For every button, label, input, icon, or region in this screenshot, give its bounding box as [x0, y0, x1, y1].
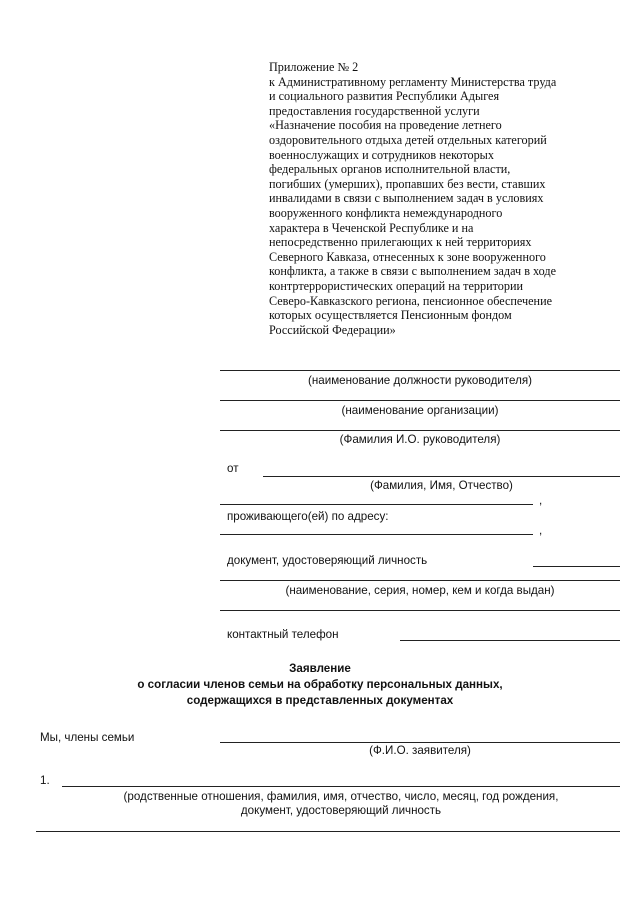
appendix-line: к Административному регламенту Министерства труда — [269, 74, 557, 89]
title-line: Заявление — [289, 662, 351, 675]
phone-label: контактный телефон — [227, 628, 339, 641]
from-label: от — [227, 462, 239, 475]
appendix-header — [269, 60, 556, 337]
head-name-line[interactable] — [220, 430, 620, 431]
head-position-line[interactable] — [220, 370, 620, 371]
appendix-line: Российской Федерации» — [269, 322, 396, 337]
head-position-caption: (наименование должности руководителя) — [308, 374, 532, 387]
title-line: о согласии членов семьи на обработку персональных данных, — [137, 678, 503, 691]
appendix-line: и социального развития Республики Адыгея — [269, 89, 500, 104]
appendix-line: оздоровительного отдыха детей отдельных категорий — [269, 132, 547, 147]
id-document-short-line[interactable] — [533, 566, 620, 567]
family-label: Мы, члены семьи — [40, 731, 135, 744]
appendix-line: конфликта, а также в связи с выполнением задач в ходе — [269, 264, 557, 279]
item1-caption-line1: (родственные отношения, фамилия, имя, отчество, число, месяц, год рождения, — [123, 790, 559, 803]
appendix-line: предоставления государственной услуги — [269, 103, 480, 118]
head-name-caption: (Фамилия И.О. руководителя) — [339, 433, 501, 446]
item1-caption-line2: документ, удостоверяющий личность — [240, 804, 442, 817]
applicant-line[interactable] — [220, 742, 620, 743]
appendix-line: погибших (умерших), пропавших без вести, ставших — [269, 176, 546, 191]
item1-line[interactable] — [62, 786, 620, 787]
phone-line[interactable] — [400, 640, 620, 641]
id-document-label: документ, удостоверяющий личность — [227, 554, 428, 567]
id-document-caption: (наименование, серия, номер, кем и когда выдан) — [285, 584, 555, 597]
appendix-line: военнослужащих и сотрудников некоторых — [269, 147, 494, 162]
appendix-line: инвалидами в связи с выполнением задач в условиях — [269, 191, 544, 206]
applicant-name-line[interactable] — [263, 476, 620, 477]
appendix-line: контртеррористических операций на территории — [269, 278, 524, 293]
appendix-line: «Назначение пособия на проведение летнего — [269, 118, 502, 133]
organization-line[interactable] — [220, 400, 620, 401]
applicant-name-caption: (Фамилия, Имя, Отчество) — [370, 479, 513, 492]
item1-extra-line[interactable] — [36, 831, 620, 832]
applicant-caption: (Ф.И.О. заявителя) — [369, 744, 471, 757]
appendix-line: характера в Чеченской Республике и на — [269, 220, 474, 235]
appendix-line: которых осуществляется Пенсионным фондом — [269, 308, 512, 323]
appendix-line: вооруженного конфликта немеждународного — [269, 205, 503, 220]
appendix-line: Приложение № 2 — [269, 60, 359, 74]
title-line: содержащихся в представленных документах — [186, 694, 454, 707]
address-label: проживающего(ей) по адресу: — [227, 510, 389, 523]
appendix-line: федеральных органов исполнительной власти, — [269, 162, 511, 177]
applicant-extra-line[interactable] — [220, 504, 533, 505]
appendix-line: непосредственно прилегающих к ней территориях — [269, 235, 532, 250]
appendix-line: Северного Кавказа, отнесенных к зоне вооруженного — [269, 249, 546, 264]
comma: , — [539, 524, 543, 537]
comma: , — [539, 494, 543, 507]
id-document-line[interactable] — [220, 580, 620, 581]
id-document-extra-line[interactable] — [220, 610, 620, 611]
address-line[interactable] — [220, 534, 533, 535]
organization-caption: (наименование организации) — [341, 404, 499, 417]
item-number: 1. — [40, 774, 50, 787]
statement-title — [0, 661, 640, 709]
appendix-line: Северо-Кавказского региона, пенсионное обеспечение — [269, 293, 553, 308]
